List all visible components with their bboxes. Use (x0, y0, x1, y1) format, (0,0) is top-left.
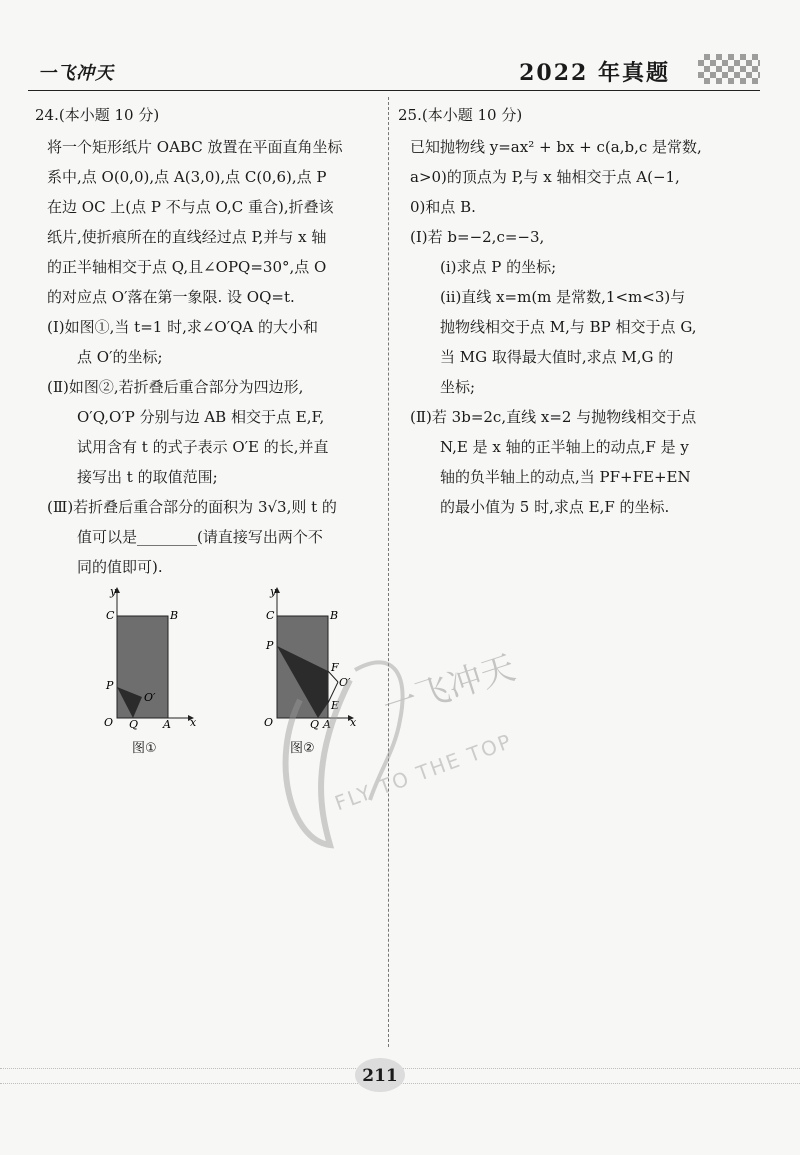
q25-part1-i: (ⅰ)求点 P 的坐标; (440, 258, 557, 276)
q24-part3-cont: 同的值即可). (77, 558, 163, 576)
q25-stem-line: a>0)的顶点为 P,与 x 轴相交于点 A(−1, (410, 168, 680, 186)
fig1-label-B: B (170, 609, 179, 622)
q24-part2-cont: O′Q,O′P 分别与边 AB 相交于点 E,F, (77, 408, 325, 426)
fig2-label-B: B (330, 609, 339, 622)
fig2-label-Q: Q (310, 718, 320, 731)
q25-part2: (Ⅱ)若 3b=2c,直线 x=2 与抛物线相交于点 (410, 408, 697, 426)
q25-part1-ii-cont: 坐标; (440, 378, 476, 396)
fig1-label-Q: Q (129, 718, 139, 731)
header-rule (28, 90, 760, 91)
figure-1 (104, 585, 197, 731)
fig2-label-Oprime: O′ (339, 676, 351, 689)
fig1-label-A: A (163, 718, 171, 731)
brand-logo: 一飞冲天 (38, 63, 114, 84)
watermark-cn: 一飞冲天 (378, 647, 520, 728)
q25-stem-line: 0)和点 B. (410, 198, 476, 216)
q24-part3-cont: 值可以是________(请直接写出两个不 (77, 528, 323, 546)
q24-stem-line: 将一个矩形纸片 OABC 放置在平面直角坐标 (47, 138, 343, 156)
fig1-label-O: O (104, 716, 114, 729)
fig2-label-A: A (323, 718, 331, 731)
fig2-label-F: F (331, 661, 339, 674)
page-header (28, 50, 760, 94)
q25-body (398, 132, 756, 522)
q24-heading: 24.(本小题 10 分) (35, 106, 160, 124)
fig1-label-y: y (110, 585, 117, 598)
fig2-label-y: y (270, 585, 277, 598)
q24-part3: (Ⅲ)若折叠后重合部分的面积为 3√3,则 t 的 (47, 498, 337, 516)
fig2-caption: 图② (290, 741, 315, 756)
column-divider (388, 97, 389, 1047)
q24-stem-line: 的对应点 O′落在第一象限. 设 OQ=t. (47, 288, 295, 306)
q24-stem-line: 系中,点 O(0,0),点 A(3,0),点 C(0,6),点 P (47, 168, 327, 186)
fig1-label-x: x (190, 716, 197, 729)
fig1-label-Oprime: O′ (144, 691, 156, 704)
q24-part1: (Ⅰ)如图①,当 t=1 时,求∠O′QA 的大小和 (47, 318, 319, 336)
q25-stem-line: 已知抛物线 y=ax² + bx + c(a,b,c 是常数, (410, 138, 702, 156)
q24-part2: (Ⅱ)如图②,若折叠后重合部分为四边形, (47, 378, 304, 396)
q25-part2-cont: N,E 是 x 轴的正半轴上的动点,F 是 y (440, 438, 689, 456)
watermark (260, 640, 530, 860)
fig2-label-O: O (264, 716, 274, 729)
q24-part2-cont: 试用含有 t 的式子表示 O′E 的长,并直 (77, 438, 329, 456)
fig2-label-P: P (266, 639, 274, 652)
q24-part1-cont: 点 O′的坐标; (77, 348, 163, 366)
q25-part2-cont: 的最小值为 5 时,求点 E,F 的坐标. (440, 498, 670, 516)
fig2-label-C: C (266, 609, 275, 622)
q25-part1-ii-cont: 抛物线相交于点 M,与 BP 相交于点 G, (440, 318, 697, 336)
page-number: 211 (362, 1066, 398, 1086)
q25-heading: 25.(本小题 10 分) (398, 106, 523, 124)
q25-part1-ii: (ⅱ)直线 x=m(m 是常数,1<m<3)与 (440, 288, 686, 306)
q24-stem (35, 132, 381, 582)
question-24 (35, 100, 381, 582)
fig1-label-P: P (106, 679, 114, 692)
q24-stem-line: 的正半轴相交于点 Q,且∠OPQ=30°,点 O (47, 258, 327, 276)
watermark-en: FLY TO THE TOP (331, 728, 516, 816)
q25-part2-cont: 轴的负半轴上的动点,当 PF+FE+EN (440, 468, 691, 486)
fig2-label-x: x (350, 716, 357, 729)
checker-decoration (698, 54, 760, 84)
header-title: 2022 年真题 (519, 60, 670, 86)
fig1-label-C: C (106, 609, 115, 622)
fig2-label-E: E (331, 699, 340, 712)
q24-stem-line: 纸片,使折痕所在的直线经过点 P,并与 x 轴 (47, 228, 327, 246)
question-25 (398, 100, 756, 522)
fig1-caption: 图① (132, 741, 157, 756)
q24-part2-cont: 接写出 t 的取值范围; (77, 468, 218, 486)
q25-part1-ii-cont: 当 MG 取得最大值时,求点 M,G 的 (440, 348, 674, 366)
q25-part1: (Ⅰ)若 b=−2,c=−3, (410, 228, 545, 246)
q24-stem-line: 在边 OC 上(点 P 不与点 O,C 重合),折叠该 (47, 198, 334, 216)
